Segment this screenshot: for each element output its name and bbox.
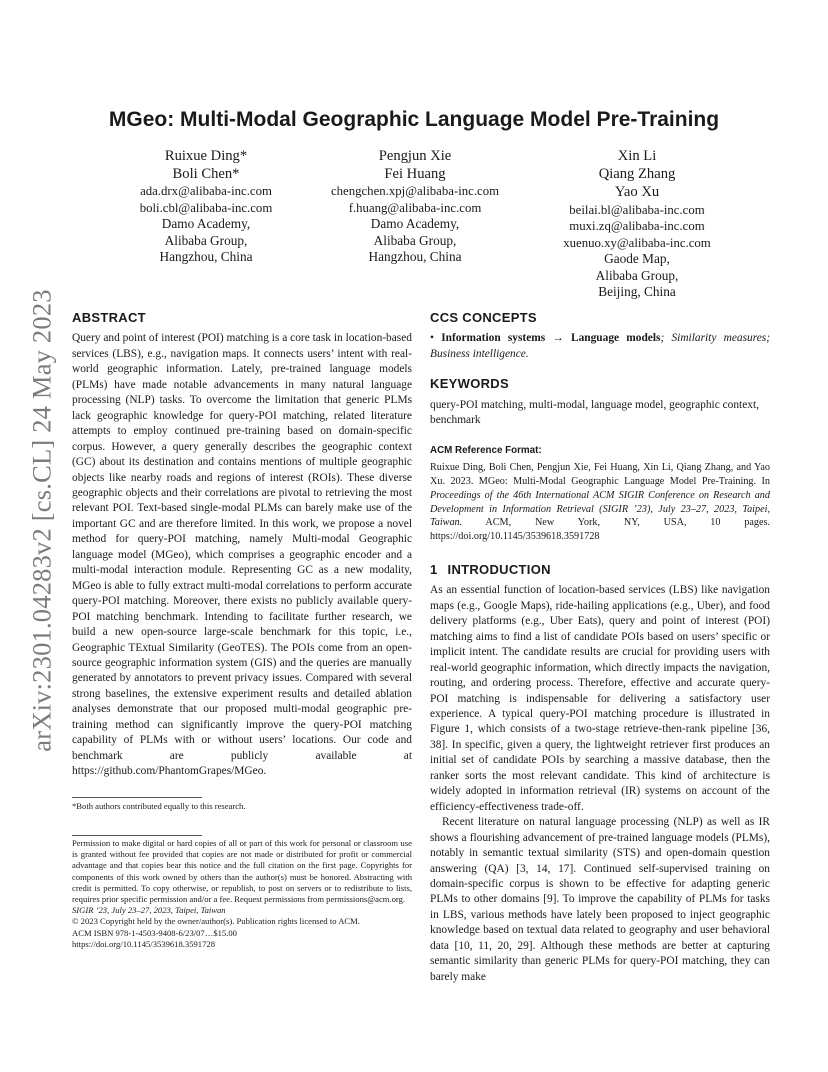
author-name: Xin Li [617, 148, 657, 164]
affiliation-line: Alibaba Group, [164, 232, 248, 248]
author-name: Boli Chen* [172, 166, 240, 183]
abstract-text: Query and point of interest (POI) matching is a core task in location-based services (LBS), e.g., navigation maps. It connects users’ intent with real-world geographic information. Lately, pre-trained language models (PLMs) have made notable advancements in many natural language processing (NLP) tasks. To overcome the limitation that generic PLMs lack geographic knowledge for query-POI matching, related literature attempts to employ continued pre-training based on domain-specific corpus. However, a query generally describes the geographic context (GC) about its destination and contains mentions of multiple geographic objects like nearby roads and regions of interest (ROIs). These diverse geographic objects and their correlations are pivotal to retrieving the most relevant POI. Text-based single-modal PLMs can barely make use of the important GC and are therefore limited. In this work, we propose a novel method for query-POI matching, namely Multi-modal Geographic language model (MGeo), which comprises a geographic encoder and a multi-modal interaction module. Representing GC as a new modality, MGeo is able to fully extract multi-modal correlations to perform accurate query-POI matching. Moreover, there exists no publicly available query-POI matching benchmark. Intending to facilitate further research, we build a new open-source large-scale benchmark for this topic, i.e., Geographic TExtual Similarity (GeoTES). The POIs come from an open-source geographic information system (GIS) and the queries are manually generated by annotators to prevent privacy issues. Compared with several strong baselines, the extensive experiment results and detailed ablation analyses demonstrate that our proposed multi-modal geographic pre-training method can significantly improve the query-POI matching capability of PLMs with or without users’ locations. Our code and benchmark are publicly available at https://github.com/PhantomGrapes/MGeo. [72, 332, 412, 778]
section-number: 1 [430, 561, 438, 577]
permission-notice [72, 838, 412, 950]
ccs-heading: CCS CONCEPTS [430, 310, 537, 325]
intro-paragraph-2: Recent literature on natural language processing (NLP) as well as IR shows a flourishing advancement of pre-trained language models (PLMs), notably in semantic textual similarity (STS) and open-domain question answering (QA) [3, 14, 17]. Continued self-supervised training on domain-specific corpus is shown to be effective for adapting generic PLMs to other domains [9]. To improve the capability of PLMs for tasks in LBS, various methods have lately been proposed to inject geographic knowledge based on textual data related to geography and user behavioral data [10, 11, 20, 29]. Although these methods are better at capturing semantic similarity than generic PLMs for query-POI matching, they can barely make [430, 816, 770, 983]
affiliation-line: Hangzhou, China [368, 249, 462, 265]
intro-paragraph-1: As an essential function of location-based services (LBS) like navigation maps (e.g., Google Maps), ride-hailing applications (e.g., Uber), and food delivery platforms (e.g., Uber Eats), query and point of interest (POI) matching aims to find a list of candidate POIs based on users’ specific or implicit intent. The candidate results are crucial for providing users with real-world geographic information, which directly impacts the navigation, routing, and ordering process. Therefore, effective and accurate query-POI matching is indispensable for delivering a satisfactory user experience. A typical query-POI matching procedure is illustrated in Figure 1, which consists of a two-stage retrieve-then-rank pipeline [36, 38]. In specific, given a query, the lightweight retriever first produces an initial set of candidate POIs by searching a massive database, then the ranker sorts the most relevant candidate. This kind of architecture is widely adopted in information retrieval (IR) systems on account of the efficiency-effectiveness trade-off. [430, 584, 770, 813]
reference-authors: Ruixue Ding, Boli Chen, Pengjun Xie, Fei Huang, Xin Li, Qiang Zhang, and Yao Xu. 2023. MGeo: Multi-Modal Geographic Language Model Pre-Training. In [430, 462, 770, 487]
author-group-3 [517, 147, 757, 301]
author-group-1 [86, 147, 326, 266]
acm-reference-heading: ACM Reference Format: [430, 444, 542, 456]
reference-tail: ACM, New York, NY, USA, 10 pages. https://doi.org/10.1145/3539618.3591728 [430, 517, 770, 543]
affiliation-line: Alibaba Group, [373, 232, 457, 248]
author-email: f.huang@alibaba-inc.com [348, 200, 482, 215]
author-name: Fei Huang [384, 166, 446, 183]
arxiv-identifier: arXiv:2301.04283v2 [cs.CL] 24 May 2023 [26, 288, 57, 752]
affiliation-line: Hangzhou, China [159, 249, 253, 265]
author-email: chengchen.xpj@alibaba-inc.com [330, 184, 500, 199]
introduction-heading [430, 562, 770, 577]
author-name: Ruixue Ding* [164, 148, 248, 164]
permission-text: Permission to make digital or hard copies of all or part of this work for personal or classroom use is granted without fee provided that copies are not made or distributed for profit or commercial advantage and that copies bear this notice and the full citation on the first page. Copyrights for components of this work owned by others than the author(s) must be honored. Abstracting with credit is permitted. To copy otherwise, or republish, to post on servers or to redistribute to lists, requires prior specific permission and/or a fee. Request permissions from permissions@acm.org. [72, 838, 412, 905]
affiliation-line: Damo Academy, [370, 216, 460, 232]
affiliation-line: Damo Academy, [161, 216, 251, 232]
author-name: Qiang Zhang [598, 166, 676, 183]
author-name: Pengjun Xie [378, 148, 452, 164]
right-column [430, 310, 770, 985]
ccs-secondary: ; Similarity measures; Business intelligence. [430, 332, 770, 360]
keywords-text: query-POI matching, multi-modal, language model, geographic context, benchmark [430, 398, 759, 427]
isbn-line: ACM ISBN 978-1-4503-9408-6/23/07…$15.00 [72, 927, 237, 938]
author-email: xuenuo.xy@alibaba-inc.com [563, 235, 711, 250]
section-title: INTRODUCTION [447, 561, 551, 577]
footnote-rule [72, 835, 202, 836]
author-group-2 [295, 147, 535, 266]
venue-line: SIGIR ’23, July 23–27, 2023, Taipei, Taiwan [72, 905, 226, 916]
copyright-line: © 2023 Copyright held by the owner/author(s). Publication rights licensed to ACM. [72, 916, 360, 927]
paper-title: MGeo: Multi-Modal Geographic Language Model Pre-Training [108, 108, 720, 131]
abstract-heading: ABSTRACT [72, 310, 146, 325]
ccs-bullet: • [430, 332, 442, 345]
doi-line: https://doi.org/10.1145/3539618.3591728 [72, 938, 215, 949]
author-email: ada.drx@alibaba-inc.com [140, 184, 272, 199]
author-email: muxi.zq@alibaba-inc.com [569, 219, 705, 234]
arxiv-stamp [22, 280, 62, 760]
left-column [72, 310, 412, 780]
equal-contribution-footnote: *Both authors contributed equally to this research. [72, 801, 246, 811]
acm-reference-text [430, 461, 770, 544]
keywords-heading: KEYWORDS [430, 376, 509, 392]
ccs-text [430, 331, 770, 362]
footnote-rule [72, 797, 202, 798]
affiliation-line: Alibaba Group, [595, 267, 679, 283]
affiliation-line: Beijing, China [598, 284, 676, 300]
affiliation-line: Gaode Map, [604, 251, 670, 267]
ccs-primary: Information systems → Language models [441, 332, 661, 345]
author-email: boli.cbl@alibaba-inc.com [139, 200, 273, 215]
reference-proceedings: Proceedings of the 46th International ACM SIGIR Conference on Research and Development in Information Retrieval (SIGIR ’23), July 23–27, 2023, Taipei, Taiwan. [430, 489, 770, 529]
author-name: Yao Xu [614, 184, 660, 201]
author-email: beilai.bl@alibaba-inc.com [569, 202, 705, 217]
